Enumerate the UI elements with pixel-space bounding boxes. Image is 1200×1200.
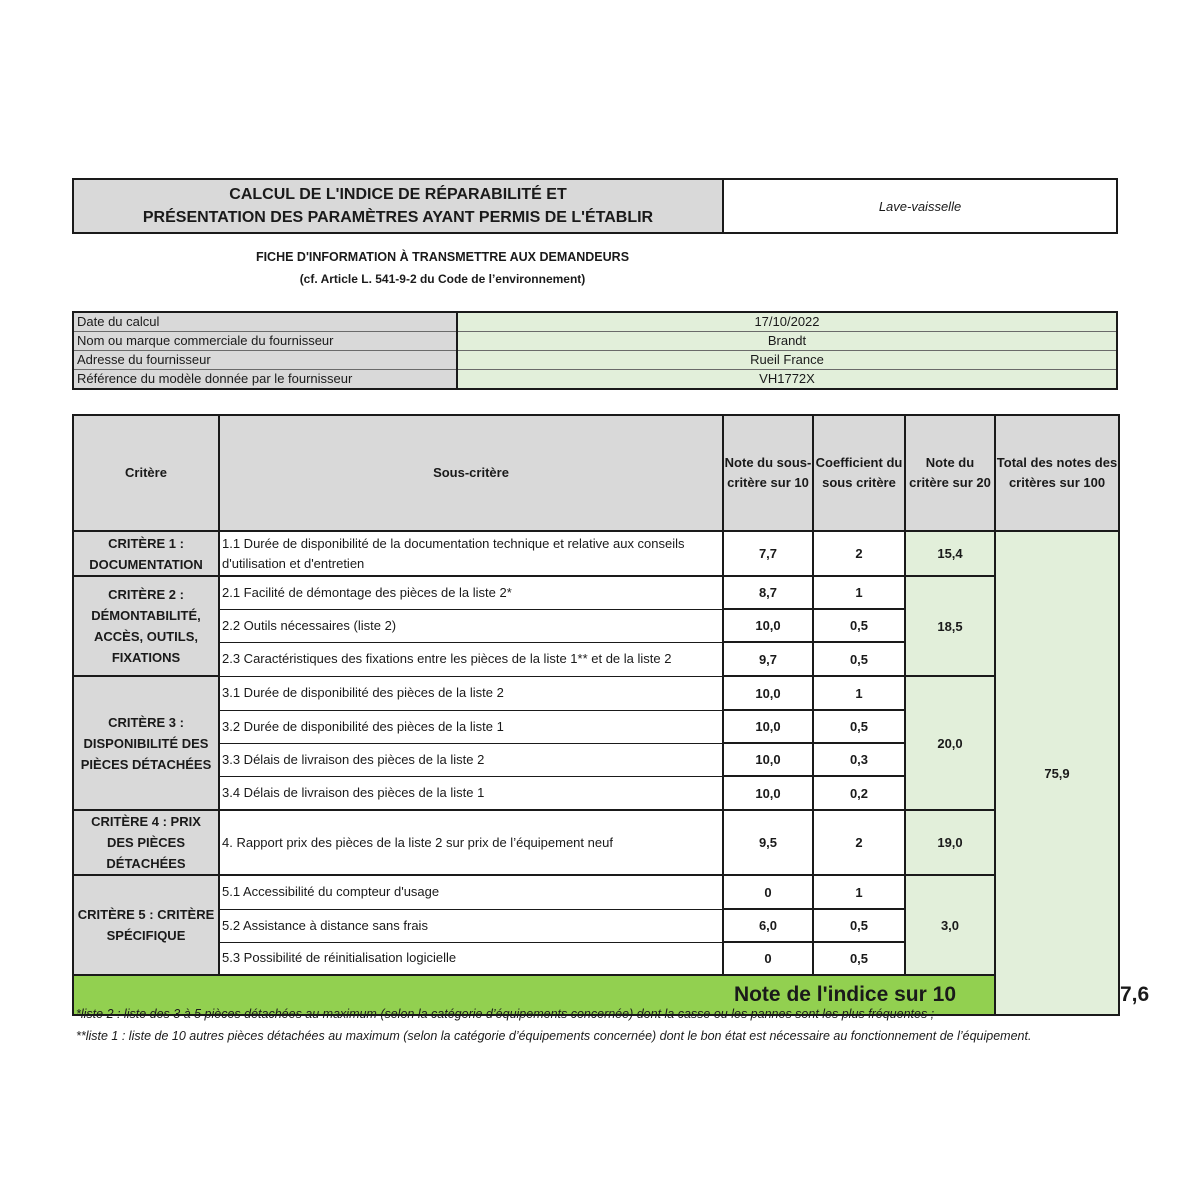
info-value: Rueil France [457,351,1117,370]
subcriterion-coefficient: 0,5 [813,642,905,676]
repairability-score-table [72,414,1150,1016]
info-row [73,370,1117,390]
subcriterion-coefficient: 1 [813,576,905,609]
subcriterion-note: 10,0 [723,776,813,810]
subcriterion-note: 9,5 [723,810,813,875]
header-critere: Critère [73,415,219,531]
subcriterion-label: 2.1 Facilité de démontage des pièces de la liste 2* [219,576,723,609]
subcriterion-coefficient: 0,3 [813,743,905,776]
info-row [73,312,1117,332]
criterion-5-score: 3,0 [905,875,995,975]
total-score: 75,9 [995,531,1119,1015]
subcriterion-label: 2.2 Outils nécessaires (liste 2) [219,609,723,642]
subcriterion-label: 2.3 Caractéristiques des fixations entre les pièces de la liste 1** et de la liste 2 [219,642,723,676]
header-total: Total des notes des critères sur 100 [995,415,1119,531]
criterion-2-name: CRITÈRE 2 : DÉMONTABILITÉ, ACCÈS, OUTILS, FIXATIONS [73,576,219,676]
product-type: Lave-vaisselle [878,198,962,214]
criterion-4-name: CRITÈRE 4 : PRIX DES PIÈCES DÉTACHÉES [73,810,219,875]
subcriterion-note: 10,0 [723,676,813,710]
info-label: Nom ou marque commerciale du fournisseur [73,332,457,351]
title-line-1: CALCUL DE L'INDICE DE RÉPARABILITÉ ET [229,186,567,203]
criterion-4-score: 19,0 [905,810,995,875]
table-row [73,676,1119,710]
subcriterion-label: 5.3 Possibilité de réinitialisation logicielle [219,942,723,975]
info-label: Adresse du fournisseur [73,351,457,370]
criterion-3-name: CRITÈRE 3 : DISPONIBILITÉ DES PIÈCES DÉTACHÉES [73,676,219,810]
final-score-row: Note de l'indice sur 10 7,6 [73,975,1119,1015]
subcriterion-label: 5.1 Accessibilité du compteur d'usage [219,875,723,909]
subcriterion-note: 6,0 [723,909,813,942]
subcriterion-label: 3.3 Délais de livraison des pièces de la liste 2 [219,743,723,776]
criterion-1-name: CRITÈRE 1 : DOCUMENTATION [73,531,219,576]
info-label: Référence du modèle donnée par le fournisseur [73,370,457,390]
subcriterion-coefficient: 0,5 [813,710,905,743]
subcriterion-note: 9,7 [723,642,813,676]
header-sous-critere: Sous-critère [219,415,723,531]
criterion-5-name: CRITÈRE 5 : CRITÈRE SPÉCIFIQUE [73,875,219,975]
subcriterion-label: 5.2 Assistance à distance sans frais [219,909,723,942]
footnotes [76,1003,1116,1047]
info-label: Date du calcul [73,312,457,332]
subcriterion-note: 7,7 [723,531,813,576]
subcriterion-coefficient: 0,5 [813,942,905,975]
subcriterion-coefficient: 0,5 [813,909,905,942]
info-row [73,351,1117,370]
subcriterion-note: 0 [723,875,813,909]
subcriterion-label: 3.1 Durée de disponibilité des pièces de la liste 2 [219,676,723,710]
header-note-sous-critere: Note du sous-critère sur 10 [723,415,813,531]
subcriterion-coefficient: 1 [813,875,905,909]
header-note-critere: Note du critère sur 20 [905,415,995,531]
subcriterion-label: 1.1 Durée de disponibilité de la documentation technique et relative aux conseils d'utilisation et d'entretien [219,531,723,576]
subcriterion-label: 4. Rapport prix des pièces de la liste 2 sur prix de l’équipement neuf [219,810,723,875]
document-header [72,178,1118,234]
table-row [73,531,1119,576]
subcriterion-label: 3.2 Durée de disponibilité des pièces de la liste 1 [219,710,723,743]
header-coefficient: Coefficient du sous critère [813,415,905,531]
criterion-3-score: 20,0 [905,676,995,810]
criterion-2-score: 18,5 [905,576,995,676]
subcriterion-coefficient: 1 [813,676,905,710]
info-value: VH1772X [457,370,1117,390]
subcriterion-label: 3.4 Délais de livraison des pièces de la liste 1 [219,776,723,810]
info-value: 17/10/2022 [457,312,1117,332]
footnote-liste-1: **liste 1 : liste de 10 autres pièces détachées au maximum (selon la catégorie d’équipements concernée) dont le bon état est nécessaire au fonctionnement de l’équipement. [76,1029,1032,1043]
subcriterion-coefficient: 2 [813,810,905,875]
title-line-2: PRÉSENTATION DES PARAMÈTRES AYANT PERMIS DE L'ÉTABLIR [142,209,654,226]
subcriterion-note: 10,0 [723,710,813,743]
table-row [73,810,1119,875]
subcriterion-coefficient: 0,2 [813,776,905,810]
subcriterion-coefficient: 0,5 [813,609,905,642]
info-value: Brandt [457,332,1117,351]
table-row [73,576,1119,609]
table-header-row [73,415,1119,531]
final-score-label: Note de l'indice sur 10 [73,975,995,1015]
document-title [74,180,724,232]
subcriterion-note: 10,0 [723,743,813,776]
subcriterion-note: 10,0 [723,609,813,642]
subcriterion-note: 0 [723,942,813,975]
footnote-liste-2: *liste 2 : liste des 3 à 5 pièces détachées au maximum (selon la catégorie d’équipements concernée) dont la casse ou les pannes sont les plus fréquentes ; [76,1007,935,1021]
subcriterion-note: 8,7 [723,576,813,609]
subtitle-line-1: FICHE D'INFORMATION À TRANSMETTRE AUX DEMANDEURS [255,250,630,264]
subtitle-line-2: (cf. Article L. 541-9-2 du Code de l’environnement) [299,272,586,286]
subcriterion-coefficient: 2 [813,531,905,576]
supplier-info-table [72,311,1118,390]
criterion-1-score: 15,4 [905,531,995,576]
table-row [73,875,1119,909]
info-row [73,332,1117,351]
